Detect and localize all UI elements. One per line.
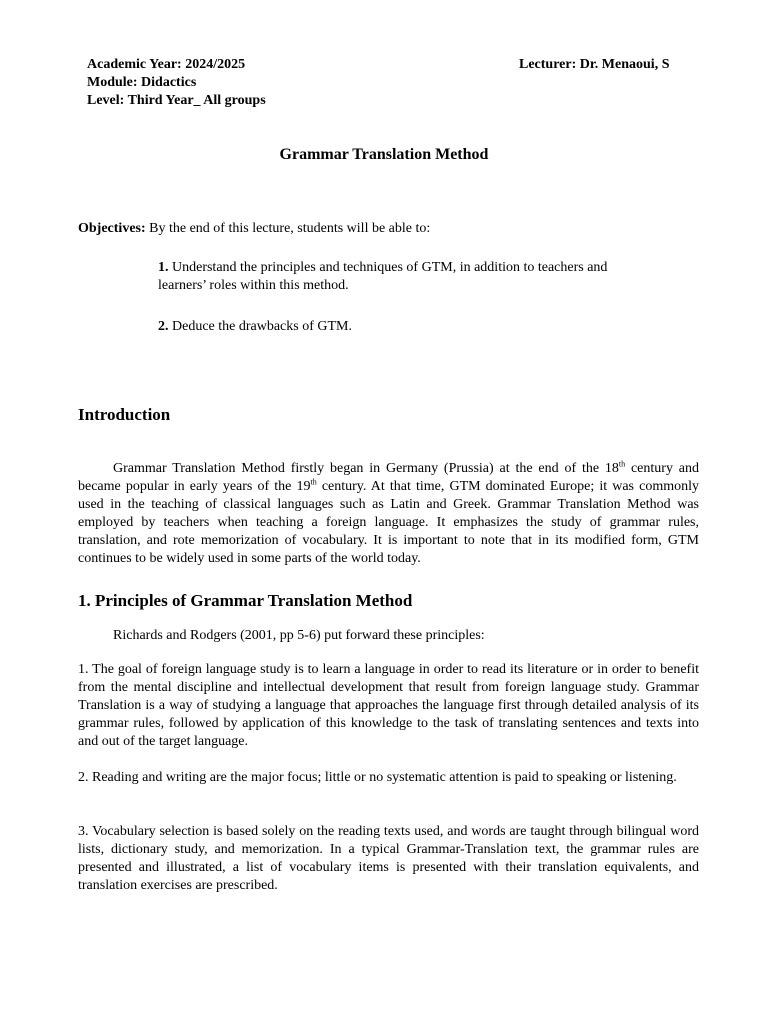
objectives-intro: By the end of this lecture, students will be able to: <box>145 221 431 236</box>
document-title: Grammar Translation Method <box>279 146 489 163</box>
objective-item-1: 1. Understand the principles and techniques of GTM, in addition to teachers and learners’ roles within this method. <box>158 260 608 293</box>
academic-year: Academic Year: 2024/2025 <box>87 57 246 72</box>
lecturer-name: Lecturer: Dr. Menaoui, S <box>519 57 670 72</box>
level-text: Level: Third Year_ All groups <box>87 93 266 108</box>
header-left <box>87 56 266 110</box>
principles-heading: 1. Principles of Grammar Translation Method <box>78 591 413 610</box>
principle-item-1: 1. The goal of foreign language study is to learn a language in order to read its literature or in order to benefit from the mental discipline and intellectual development that result from foreign language study. Grammar Translation is a way of studying a language that approaches the language first through detailed analysis of its grammar rules, followed by application of this knowledge to the task of translating sentences and texts into and out of the target language. <box>78 662 699 749</box>
objectives-line <box>78 220 430 238</box>
principle-item-3: 3. Vocabulary selection is based solely on the reading texts used, and words are taught through bilingual word lists, dictionary study, and memorization. In a typical Grammar-Translation text, the grammar rules are presented and illustrated, a list of vocabulary items is presented with their translation equivalents, and translation exercises are prescribed. <box>78 824 699 893</box>
objectives-label: Objectives: <box>78 221 146 236</box>
introduction-paragraph: Grammar Translation Method firstly began in Germany (Prussia) at the end of the 18th century and became popular in early years of the 19th century. At that time, GTM dominated Europe; it was commonly used in the teaching of classical languages such as Latin and Greek. Grammar Translation Method was employed by teachers when teaching a foreign language. It emphasizes the study of grammar rules, translation, and rote memorization of vocabulary. It is important to note that in its modified form, GTM continues to be widely used in some parts of the world today. <box>78 459 699 566</box>
objective-item-2: 2. Deduce the drawbacks of GTM. <box>158 319 352 334</box>
introduction-heading: Introduction <box>78 405 171 424</box>
principles-lead: Richards and Rodgers (2001, pp 5-6) put forward these principles: <box>113 628 485 643</box>
module-name: Module: Didactics <box>87 75 197 90</box>
principle-item-2: 2. Reading and writing are the major focus; little or no systematic attention is paid to speaking or listening. <box>78 770 677 785</box>
